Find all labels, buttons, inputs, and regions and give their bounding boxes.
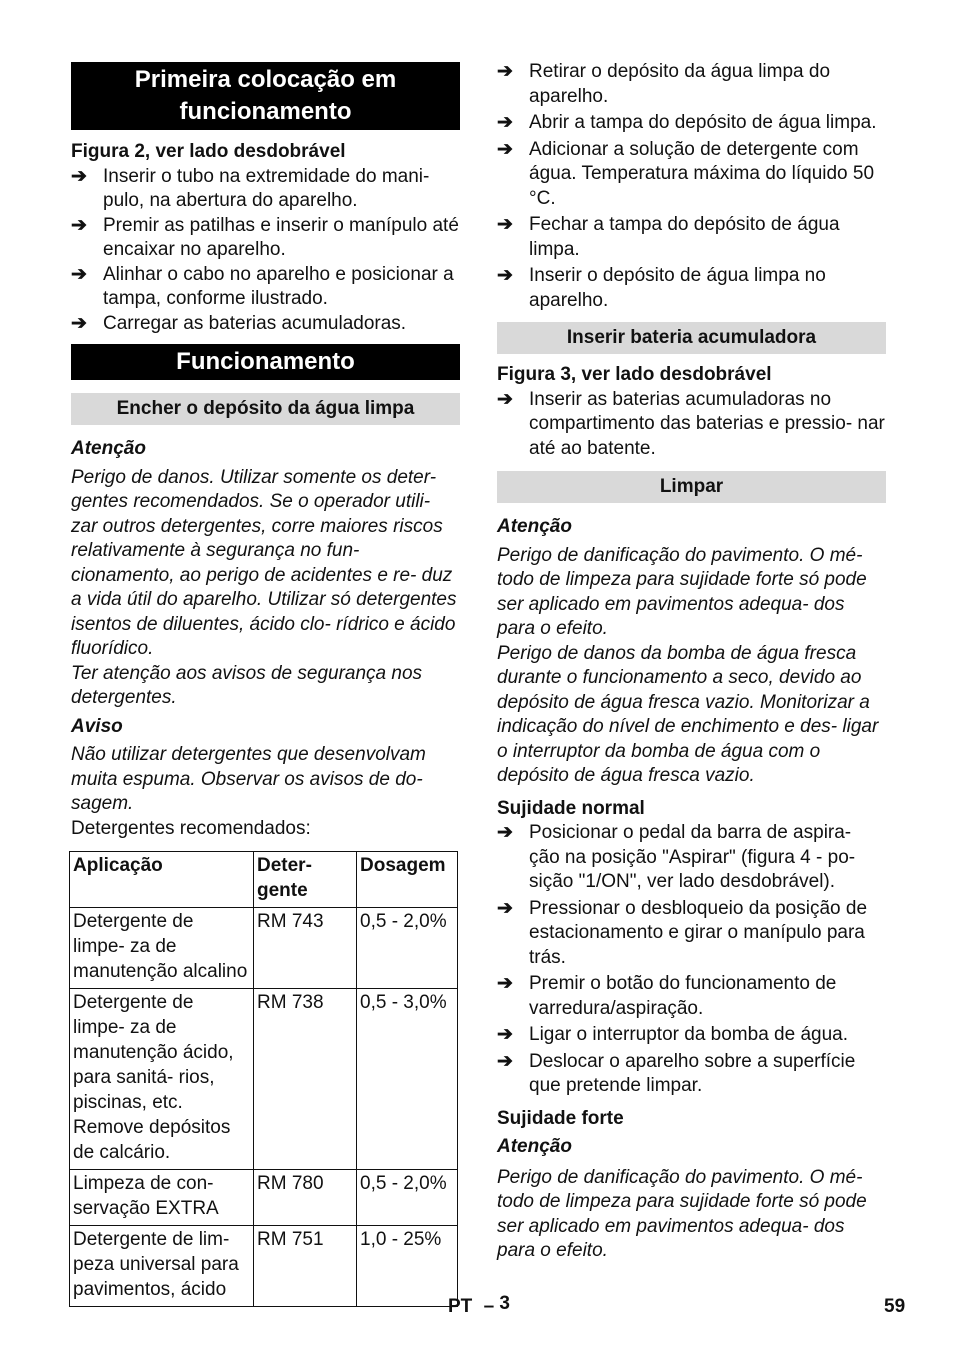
recommended-detergents-label: Detergentes recomendados: (71, 817, 311, 839)
table-cell: RM 751 (254, 1226, 357, 1307)
step-item: ➔ Ligar o interruptor da bomba de água. (497, 1023, 886, 1048)
table-row (70, 908, 458, 989)
table-cell: RM 780 (254, 1170, 357, 1226)
step-item: ➔ Premir o botão do funcionamento de varredura/aspiração. (497, 972, 886, 1021)
table-cell: Detergente de lim- peza universal para pavimentos, ácido (70, 1226, 254, 1307)
table-cell: 1,0 - 25% (357, 1226, 458, 1307)
steps-normal-dirt (497, 821, 886, 1099)
steps-fill-tank (497, 60, 886, 313)
step-item: ➔ Fechar a tampa do depósito de água limpa. (497, 213, 886, 262)
arrow-right-icon: ➔ (497, 388, 513, 410)
section-page-number: 3 (499, 1293, 510, 1314)
arrow-right-icon: ➔ (497, 822, 513, 843)
step-item: ➔ Deslocar o aparelho sobre a superfície que pretende limpar. (497, 1050, 886, 1099)
normal-dirt-label: Sujidade normal (497, 797, 645, 819)
steps-first-use (71, 165, 460, 337)
arrow-right-icon: ➔ (497, 897, 513, 919)
step-item: ➔ Inserir as baterias acumuladoras no compartimento das baterias e pressio- nar até ao batente. (497, 388, 886, 462)
arrow-right-icon: ➔ (71, 165, 87, 187)
subsection-title-insert-battery: Inserir bateria acumuladora (497, 322, 886, 354)
notice-text: Não utilizar detergentes que desenvolvam muita espuma. Observar os avisos de do- sagem. (71, 744, 426, 814)
section-title-first-use: Primeira colocação em funcionamento (71, 62, 460, 130)
step-item: ➔ Retirar o depósito da água limpa do aparelho. (497, 60, 886, 109)
column-header: Dosagem (357, 852, 458, 908)
section-title-operation: Funcionamento (71, 344, 460, 380)
step-item: ➔ Inserir o tubo na extremidade do mani- pulo, na abertura do aparelho. (71, 165, 460, 214)
attention-text: Perigo de danos. Utilizar somente os deter- gentes recomendados. Se o operador utili- zar outros detergentes, corre maiores riscos relativamente à segurança no fun- cionamento, ao perigo de acidentes e re- duz a vida útil do aparelho. Utilizar só detergentes isentos de diluentes, ácido clo- rídrico e ácido fluorídico. (71, 466, 457, 659)
table-row (70, 1170, 458, 1226)
left-column (71, 62, 460, 1307)
figure-2-reference: Figura 2, ver lado desdobrável (71, 141, 346, 162)
attention-label: Atenção (497, 516, 572, 537)
language-code: PT (448, 1296, 473, 1317)
table-cell: RM 743 (254, 908, 357, 989)
arrow-right-icon: ➔ (497, 112, 513, 133)
step-item: ➔ Adicionar a solução de detergente com água. Temperatura máxima do líquido 50 °C. (497, 138, 886, 212)
table-cell: Limpeza de con- servação EXTRA (70, 1170, 254, 1226)
attention-text-2: Perigo de danos da bomba de água fresca durante o funcionamento a seco, devido ao depósito de água fresca vazio. Monitorizar a indicação do nível de enchimento e des- ligar o interruptor da bomba de água com o depósito de água fresca vazio. (497, 642, 879, 786)
step-item: ➔ Carregar as baterias acumuladoras. (71, 312, 460, 337)
table-cell: 0,5 - 3,0% (357, 989, 458, 1170)
attention-text: Perigo de danificação do pavimento. O mé- todo de limpeza para sujidade forte só pode ser aplicado em pavimentos adequa- dos para o efeito. (497, 544, 867, 639)
table-cell: 0,5 - 2,0% (357, 908, 458, 989)
detergent-table (69, 851, 458, 1307)
page-number: 59 (884, 1296, 906, 1317)
step-item: ➔ Pressionar o desbloqueio da posição de estacionamento e girar o manípulo para trás. (497, 897, 886, 971)
table-row (70, 989, 458, 1170)
arrow-right-icon: ➔ (497, 214, 513, 235)
notice-label: Aviso (71, 715, 123, 737)
step-item: ➔ Inserir o depósito de água limpa no aparelho. (497, 264, 886, 313)
heavy-dirt-label: Sujidade forte (497, 1107, 624, 1129)
arrow-right-icon: ➔ (497, 138, 513, 160)
attention-label: Atenção (497, 1136, 572, 1157)
attention-text-3: Perigo de danificação do pavimento. O mé- todo de limpeza para sujidade forte só pode ser aplicado em pavimentos adequa- dos para o efeito. (497, 1166, 867, 1261)
arrow-right-icon: ➔ (71, 214, 87, 236)
table-row (70, 1226, 458, 1307)
figure-3-reference: Figura 3, ver lado desdobrável (497, 364, 772, 385)
column-header: Deter- gente (254, 852, 357, 908)
right-column (497, 60, 886, 1264)
table-cell: Detergente de limpe- za de manutenção alcalino (70, 908, 254, 989)
footer-dash: – (483, 1296, 495, 1317)
column-header: Aplicação (70, 852, 254, 908)
arrow-right-icon: ➔ (497, 973, 513, 994)
step-item: ➔ Abrir a tampa do depósito de água limpa. (497, 111, 886, 136)
arrow-right-icon: ➔ (497, 1050, 513, 1072)
table-header-row (70, 852, 458, 908)
arrow-right-icon: ➔ (497, 265, 513, 286)
arrow-right-icon: ➔ (71, 263, 87, 285)
subsection-title-clean: Limpar (497, 471, 886, 503)
table-cell: RM 738 (254, 989, 357, 1170)
step-item: ➔ Posicionar o pedal da barra de aspira- ção na posição "Aspirar" (figura 4 - po- sição "1/ON", ver lado desdobrável). (497, 821, 886, 895)
subsection-title-fill-tank: Encher o depósito da água limpa (71, 393, 460, 425)
step-item: ➔ Alinhar o cabo no aparelho e posicionar a tampa, conforme ilustrado. (71, 263, 460, 312)
table-cell: Detergente de limpe- za de manutenção ácido, para sanitá- rios, piscinas, etc. Remove depósitos de calcário. (70, 989, 254, 1170)
arrow-right-icon: ➔ (497, 1024, 513, 1045)
table-cell: 0,5 - 2,0% (357, 1170, 458, 1226)
footer-language (448, 1293, 510, 1318)
arrow-right-icon: ➔ (71, 312, 87, 334)
step-item: ➔ Premir as patilhas e inserir o manípulo até encaixar no aparelho. (71, 214, 460, 263)
attention-label: Atenção (71, 438, 146, 459)
attention-text-2: Ter atenção aos avisos de segurança nos detergentes. (71, 662, 423, 708)
arrow-right-icon: ➔ (497, 61, 513, 82)
